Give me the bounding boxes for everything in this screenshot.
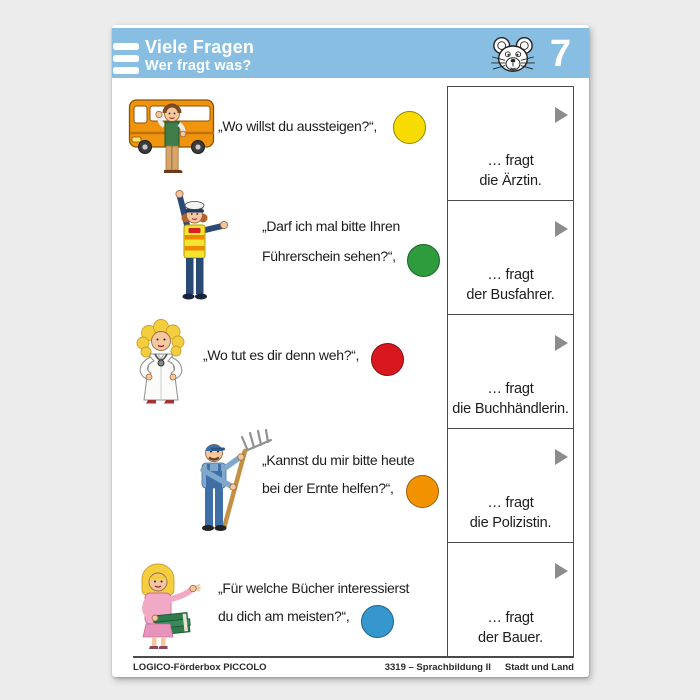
- footer-divider: [133, 656, 574, 658]
- answer-column: [447, 86, 574, 656]
- answer-text: … fragt: [487, 495, 534, 511]
- question-row-1: [112, 86, 447, 200]
- answer-cell-2[interactable]: [448, 201, 573, 315]
- answer-cell-3[interactable]: [448, 315, 573, 429]
- header-bar: [112, 28, 589, 78]
- arrow-right-icon: [555, 221, 568, 237]
- answer-dot-orange[interactable]: [406, 475, 439, 508]
- card-number: 7: [549, 33, 571, 75]
- footer-product: LOGICO-Förderbox PICCOLO: [133, 662, 267, 673]
- bookseller-illustration: [128, 557, 206, 651]
- mouse-icon: [488, 36, 538, 76]
- answer-text: der Bauer.: [478, 630, 543, 646]
- arrow-right-icon: [555, 335, 568, 351]
- answer-text: die Buchhändlerin.: [452, 401, 569, 417]
- question-text: bei der Ernte helfen?“,: [262, 480, 394, 496]
- answer-text: … fragt: [487, 381, 534, 397]
- answer-text: die Polizistin.: [469, 515, 552, 531]
- answer-dot-blue[interactable]: [361, 605, 394, 638]
- answer-dot-red[interactable]: [371, 343, 404, 376]
- question-text: „Wo tut es dir denn weh?“,: [203, 347, 360, 363]
- question-text: du dich am meisten?“,: [218, 608, 350, 624]
- question-row-5: [112, 542, 447, 656]
- footer: [133, 662, 574, 673]
- question-text: „Darf ich mal bitte Ihren: [262, 218, 400, 234]
- question-text: „Wo willst du aussteigen?“,: [218, 118, 377, 134]
- answer-cell-5[interactable]: [448, 543, 573, 657]
- answer-cell-4[interactable]: [448, 429, 573, 543]
- footer-topic: Stadt und Land: [504, 662, 574, 673]
- page-subtitle: Wer fragt was?: [145, 58, 252, 74]
- question-text: „Für welche Bücher interessierst: [218, 580, 410, 596]
- bus-driver-illustration: [128, 93, 215, 183]
- page-title: Viele Fragen: [145, 37, 255, 57]
- answer-text: … fragt: [487, 267, 534, 283]
- question-row-4: [112, 428, 447, 542]
- footer-code: 3319 – Sprachbildung II: [384, 662, 491, 673]
- question-text: Führerschein sehen?“,: [262, 248, 396, 264]
- question-row-3: [112, 314, 447, 428]
- arrow-right-icon: [555, 107, 568, 123]
- arrow-right-icon: [555, 449, 568, 465]
- arrow-right-icon: [555, 563, 568, 579]
- answer-text: … fragt: [487, 153, 534, 169]
- answer-text: die Ärztin.: [479, 173, 542, 189]
- answer-text: der Busfahrer.: [466, 287, 555, 303]
- question-text: „Kannst du mir bitte heute: [262, 452, 415, 468]
- police-officer-illustration: [167, 189, 227, 304]
- worksheet-card: [112, 25, 589, 677]
- answer-cell-1[interactable]: [448, 87, 573, 201]
- answer-dot-yellow[interactable]: [393, 111, 426, 144]
- card-notches-icon: [113, 28, 141, 78]
- answer-text: … fragt: [487, 610, 534, 626]
- question-row-2: [112, 200, 447, 314]
- doctor-illustration: [128, 317, 198, 407]
- answer-dot-green[interactable]: [407, 244, 440, 277]
